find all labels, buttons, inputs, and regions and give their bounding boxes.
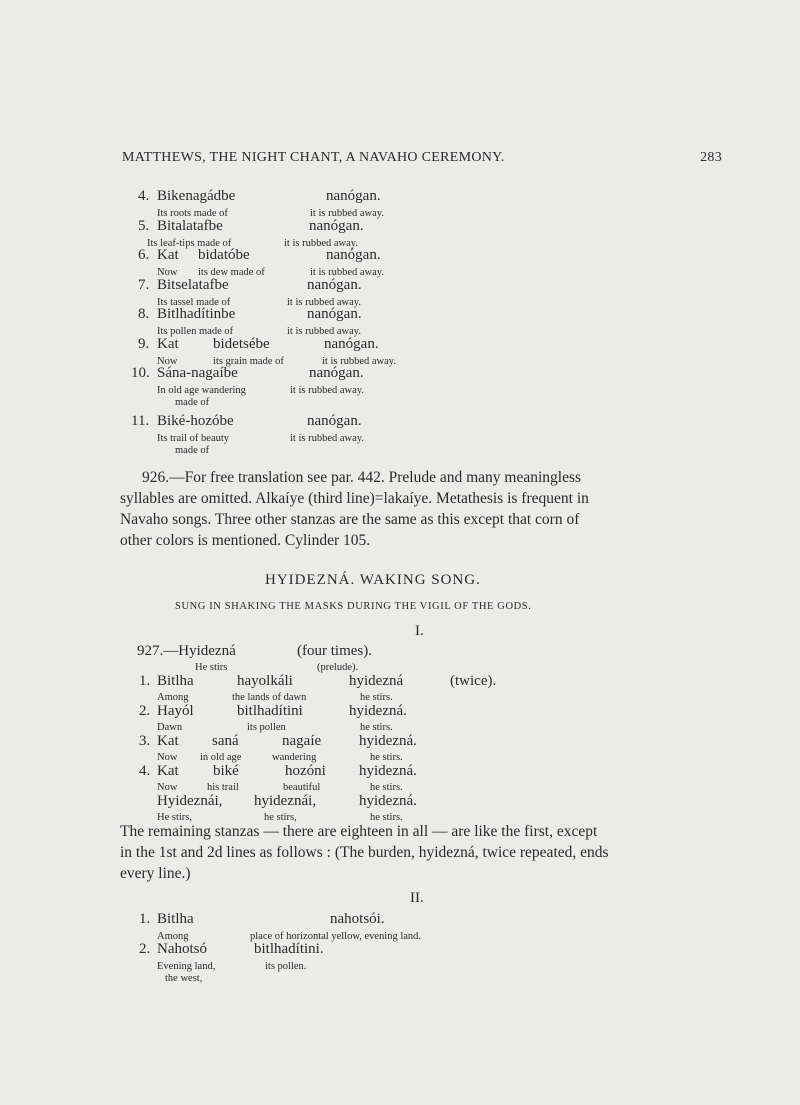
line-number: 1. xyxy=(139,673,151,689)
navaho-word: nanógan. xyxy=(309,365,364,381)
navaho-word: bidetsébe xyxy=(213,336,270,352)
gloss: Its roots made of xyxy=(157,208,228,219)
navaho-word: hyidezná xyxy=(349,673,404,689)
gloss: it is rubbed away. xyxy=(287,297,361,308)
line-number: 10. xyxy=(131,365,150,381)
navaho-word: hayolkáli xyxy=(237,673,293,689)
gloss: made of xyxy=(175,397,210,408)
gloss: in old age xyxy=(200,752,242,763)
gloss: its dew made of xyxy=(198,267,265,278)
navaho-word: nanógan. xyxy=(326,188,381,204)
navaho-word: Kat xyxy=(157,763,179,779)
line-number: 4. xyxy=(138,188,150,204)
gloss: Now xyxy=(157,782,178,793)
note-line: Navaho songs. Three other stanzas are the same as this except that corn of xyxy=(120,511,580,528)
navaho-word: Hyideznái, xyxy=(157,793,223,809)
song-title: HYIDEZNÁ. WAKING SONG. xyxy=(265,572,481,588)
gloss: it is rubbed away. xyxy=(287,326,361,337)
note-line: syllables are omitted. Alkaíye (third line)=lakaíye. Metathesis is frequent in xyxy=(120,490,589,507)
navaho-word: Bitlhadítinbe xyxy=(157,306,236,322)
navaho-word: biké xyxy=(213,763,239,779)
gloss: it is rubbed away. xyxy=(284,238,358,249)
gloss: Dawn xyxy=(157,722,183,733)
navaho-word: nanógan. xyxy=(307,277,362,293)
navaho-word: nanógan. xyxy=(309,218,364,234)
navaho-word: Hayól xyxy=(157,703,194,719)
gloss: wandering xyxy=(272,752,317,763)
navaho-word: (twice). xyxy=(450,673,497,689)
gloss: he stirs, xyxy=(264,812,297,823)
line-number: 1. xyxy=(139,911,151,927)
navaho-word: (four times). xyxy=(297,643,372,659)
note-line: every line.) xyxy=(120,865,191,882)
navaho-word: Nahotsó xyxy=(157,941,207,957)
gloss: he stirs. xyxy=(360,722,393,733)
line-number: 2. xyxy=(139,941,151,957)
navaho-word: hyidezná. xyxy=(349,703,407,719)
navaho-word: nanógan. xyxy=(307,306,362,322)
navaho-word: nanógan. xyxy=(307,413,362,429)
gloss: place of horizontal yellow, evening land. xyxy=(250,931,422,942)
gloss: its pollen. xyxy=(265,961,307,972)
gloss: Its tassel made of xyxy=(157,297,231,308)
gloss: He stirs, xyxy=(157,812,192,823)
gloss: Among xyxy=(157,931,189,942)
navaho-word: Biké-hozóbe xyxy=(157,413,234,429)
navaho-word: hyidezná. xyxy=(359,793,417,809)
navaho-word: 927.—Hyidezná xyxy=(137,643,236,659)
navaho-word: hozóni xyxy=(285,763,326,779)
song-subtitle: SUNG IN SHAKING THE MASKS DURING THE VIGIL OF THE GODS. xyxy=(175,601,532,612)
gloss: Now xyxy=(157,356,178,367)
note-line: in the 1st and 2d lines as follows : (The burden, hyidezná, twice repeated, ends xyxy=(120,844,609,861)
navaho-word: Bitlha xyxy=(157,911,194,927)
stanza-label: II. xyxy=(410,890,424,906)
gloss: In old age wandering xyxy=(157,385,246,396)
navaho-word: bitlhadítini xyxy=(237,703,303,719)
gloss: beautiful xyxy=(283,782,321,793)
navaho-word: hyidezná. xyxy=(359,763,417,779)
gloss: Its leaf-tips made of xyxy=(147,238,232,249)
note-line: The remaining stanzas — there are eighteen in all — are like the first, except xyxy=(120,823,598,840)
line-number: 5. xyxy=(138,218,150,234)
navaho-word: hyidezná. xyxy=(359,733,417,749)
gloss: the lands of dawn xyxy=(232,692,307,703)
gloss: its pollen xyxy=(247,722,286,733)
navaho-word: Bitselatafbe xyxy=(157,277,229,293)
gloss: He stirs xyxy=(195,662,228,673)
gloss: made of xyxy=(175,445,210,456)
line-number: 3. xyxy=(139,733,151,749)
line-number: 7. xyxy=(138,277,150,293)
gloss: Its trail of beauty xyxy=(157,433,230,444)
gloss: he stirs. xyxy=(370,752,403,763)
navaho-word: nagaíe xyxy=(282,733,322,749)
gloss: it is rubbed away. xyxy=(310,267,384,278)
gloss: it is rubbed away. xyxy=(290,433,364,444)
navaho-word: Bitalatafbe xyxy=(157,218,223,234)
gloss: he stirs. xyxy=(360,692,393,703)
gloss: it is rubbed away. xyxy=(310,208,384,219)
gloss: (prelude). xyxy=(317,662,359,673)
line-number: 8. xyxy=(138,306,150,322)
note-line: 926.—For free translation see par. 442. Prelude and many meaningless xyxy=(142,469,582,486)
line-number: 9. xyxy=(138,336,150,352)
line-number: 6. xyxy=(138,247,150,263)
navaho-word: bitlhadítini. xyxy=(254,941,324,957)
gloss: Evening land, xyxy=(157,961,216,972)
line-number: 2. xyxy=(139,703,151,719)
gloss: Now xyxy=(157,752,178,763)
navaho-word: Sána-nagaíbe xyxy=(157,365,238,381)
note-line: other colors is mentioned. Cylinder 105. xyxy=(120,532,371,549)
gloss: it is rubbed away. xyxy=(290,385,364,396)
gloss: its grain made of xyxy=(213,356,284,367)
running-title: MATTHEWS, THE NIGHT CHANT, A NAVAHO CEREMONY. xyxy=(122,150,505,165)
gloss: Now xyxy=(157,267,178,278)
navaho-word: hyideznái, xyxy=(254,793,317,809)
gloss: he stirs. xyxy=(370,812,403,823)
navaho-word: Kat xyxy=(157,247,179,263)
navaho-word: nanógan. xyxy=(326,247,381,263)
gloss: he stirs. xyxy=(370,782,403,793)
gloss: his trail xyxy=(207,782,239,793)
navaho-word: nahotsói. xyxy=(330,911,385,927)
navaho-word: nanógan. xyxy=(324,336,379,352)
running-header xyxy=(122,150,722,166)
page-number: 283 xyxy=(700,150,722,165)
navaho-word: Kat xyxy=(157,733,179,749)
gloss: it is rubbed away. xyxy=(322,356,396,367)
gloss: the west, xyxy=(165,973,203,984)
navaho-word: Bikenagádbe xyxy=(157,188,236,204)
line-number: 11. xyxy=(131,413,150,429)
navaho-word: bidatóbe xyxy=(198,247,250,263)
gloss: Its pollen made of xyxy=(157,326,234,337)
navaho-word: saná xyxy=(212,733,239,749)
navaho-word: Kat xyxy=(157,336,179,352)
stanza-label: I. xyxy=(415,623,424,639)
gloss: Among xyxy=(157,692,189,703)
line-number: 4. xyxy=(139,763,151,779)
navaho-word: Bitlha xyxy=(157,673,194,689)
